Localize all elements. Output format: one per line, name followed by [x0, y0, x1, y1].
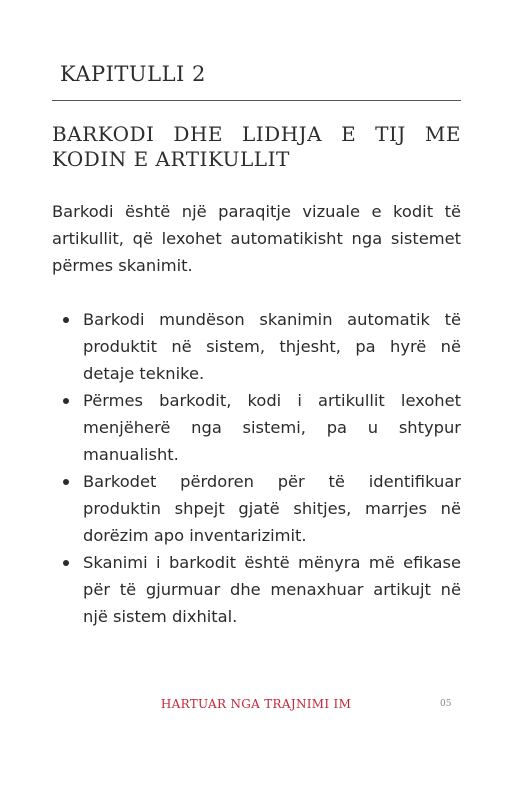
page-number: 05 — [440, 699, 452, 709]
footer-title: HARTUAR NGA TRAJNIMI IM — [160, 697, 352, 711]
bullet-text: Barkodi mundëson skanimin automatik të produktit në sistem, thjesht, pa hyrë në detaje teknike. — [83, 310, 461, 383]
bullet-dot-icon — [63, 317, 69, 323]
bullet-text: Përmes barkodit, kodi i artikullit lexohet menjëherë nga sistemi, pa u shtypur manualisht. — [83, 391, 461, 464]
bullet-text: Skanimi i barkodit është mënyra më efikase për të gjurmuar dhe menaxhuar artikujt në një sistem dixhital. — [83, 553, 461, 626]
section-title-line-1: BARKODI DHE LIDHJA E TIJ ME — [52, 122, 461, 146]
bullet-item — [52, 306, 461, 387]
section-title — [52, 122, 461, 172]
bullet-dot-icon — [63, 398, 69, 404]
bullet-dot-icon — [63, 560, 69, 566]
bullet-dot-icon — [63, 479, 69, 485]
divider-rule — [52, 100, 461, 101]
bullet-item — [52, 468, 461, 549]
section-title-line-2: KODIN E ARTIKULLIT — [52, 147, 290, 171]
bullet-list — [52, 306, 461, 630]
bullet-text: Barkodet përdoren për të identifikuar produktin shpejt gjatë shitjes, marrjes në dorëzim apo inventarizimit. — [83, 472, 461, 545]
bullet-item — [52, 549, 461, 630]
intro-paragraph: Barkodi është një paraqitje vizuale e kodit të artikullit, që lexohet automatikisht nga sistemet përmes skanimit. — [52, 202, 461, 275]
bullet-item — [52, 387, 461, 468]
chapter-label: KAPITULLI 2 — [60, 62, 206, 86]
